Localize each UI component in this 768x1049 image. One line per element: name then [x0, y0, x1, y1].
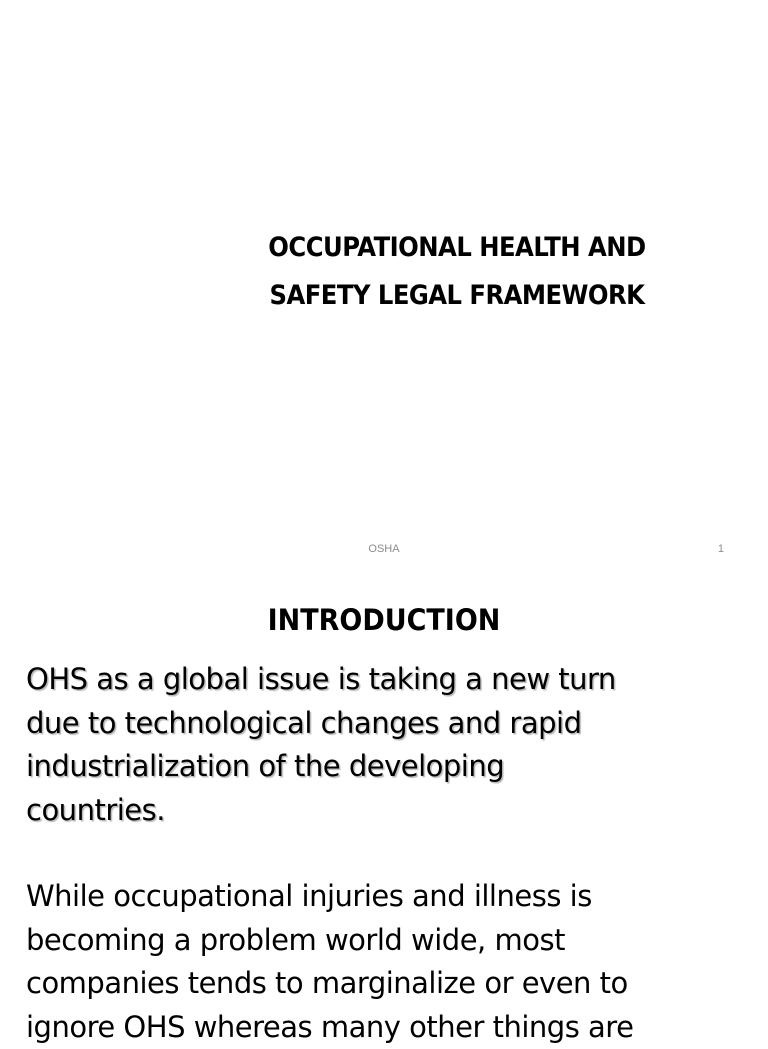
paragraph-line: companies tends to marginalize or even to: [26, 966, 628, 1001]
slide-title: [172, 224, 743, 320]
paragraph-2: [26, 875, 756, 1049]
slide-title-line: OCCUPATIONAL HEALTH AND: [268, 232, 646, 263]
paragraph-line: becoming a problem world wide, most: [26, 922, 565, 957]
paragraph-line: industrialization of the developing: [26, 749, 505, 784]
paragraph-1: [26, 658, 756, 832]
paragraph-line: While occupational injuries and illness is: [26, 879, 592, 913]
paragraph-line: countries.: [26, 792, 165, 827]
slide-2: [0, 570, 768, 1044]
paragraph-line: ignore OHS whereas many other things are: [26, 1009, 634, 1044]
page-number: 1: [717, 543, 724, 555]
footer-label: OSHA: [368, 543, 400, 555]
paragraph-line: due to technological changes and rapid: [26, 705, 582, 740]
slide-heading: INTRODUCTION: [267, 603, 501, 637]
slide-title-line: SAFETY LEGAL FRAMEWORK: [269, 280, 645, 311]
paragraph-line: OHS as a global issue is taking a new turn: [26, 662, 616, 696]
